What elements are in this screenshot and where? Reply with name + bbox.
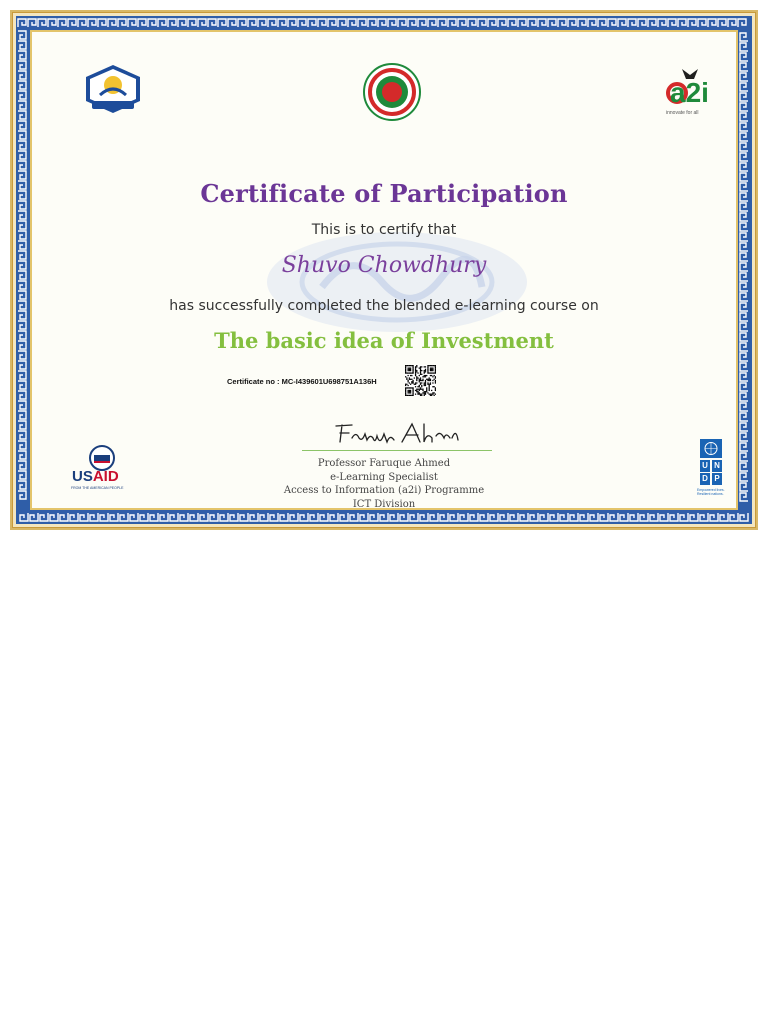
- certificate-title: Certificate of Participation: [200, 179, 568, 208]
- signature-line: [302, 450, 492, 451]
- un-emblem-icon: [700, 439, 722, 458]
- undp-tagline-1: Empowered lives.: [697, 488, 725, 492]
- certificate: [10, 10, 758, 530]
- usaid-aid-text: AID: [92, 468, 119, 485]
- undp-letter-u: U: [700, 460, 710, 472]
- un-emblem-box: [700, 439, 722, 458]
- course-name: The basic idea of Investment: [214, 328, 554, 353]
- usaid-logo: [70, 445, 134, 495]
- undp-letter-p: P: [712, 473, 722, 485]
- completion-text: has successfully completed the blended e-learning course on: [169, 298, 599, 314]
- certificate-number: [227, 377, 377, 386]
- watermark-emblem: [262, 227, 532, 337]
- recipient-name: Shuvo Chowdhury: [281, 253, 487, 278]
- signatory-division: ICT Division: [352, 498, 416, 510]
- handwritten-signature: [332, 420, 462, 450]
- usaid-tagline: FROM THE AMERICAN PEOPLE: [71, 486, 124, 490]
- signatory-role: e-Learning Specialist: [330, 471, 438, 483]
- certificate-number-value: MC-I439601U698751A136H: [281, 377, 377, 386]
- undp-logo: [697, 439, 731, 499]
- usaid-us-text: US: [72, 468, 93, 485]
- usaid-wordmark: [72, 469, 119, 485]
- signatory-name: Professor Faruque Ahmed: [317, 458, 451, 469]
- certificate-number-label: Certificate no :: [227, 377, 280, 386]
- signatory-programme: Access to Information (a2i) Programme: [283, 485, 485, 496]
- certify-text: This is to certify that: [311, 222, 457, 238]
- a2i-logo: [660, 65, 720, 117]
- undp-tagline-2: Resilient nations.: [697, 492, 724, 496]
- bangladesh-government-seal-logo: [362, 62, 422, 122]
- certificate-body: [30, 30, 738, 510]
- a2i-text: a2i: [670, 77, 709, 108]
- a2i-tagline: innovate for all: [666, 110, 699, 116]
- qr-code[interactable]: [405, 365, 436, 396]
- undp-letter-n: N: [712, 460, 722, 472]
- signatory-block: [32, 457, 736, 511]
- university-emblem-logo: [82, 63, 144, 115]
- undp-letter-d: D: [700, 473, 710, 485]
